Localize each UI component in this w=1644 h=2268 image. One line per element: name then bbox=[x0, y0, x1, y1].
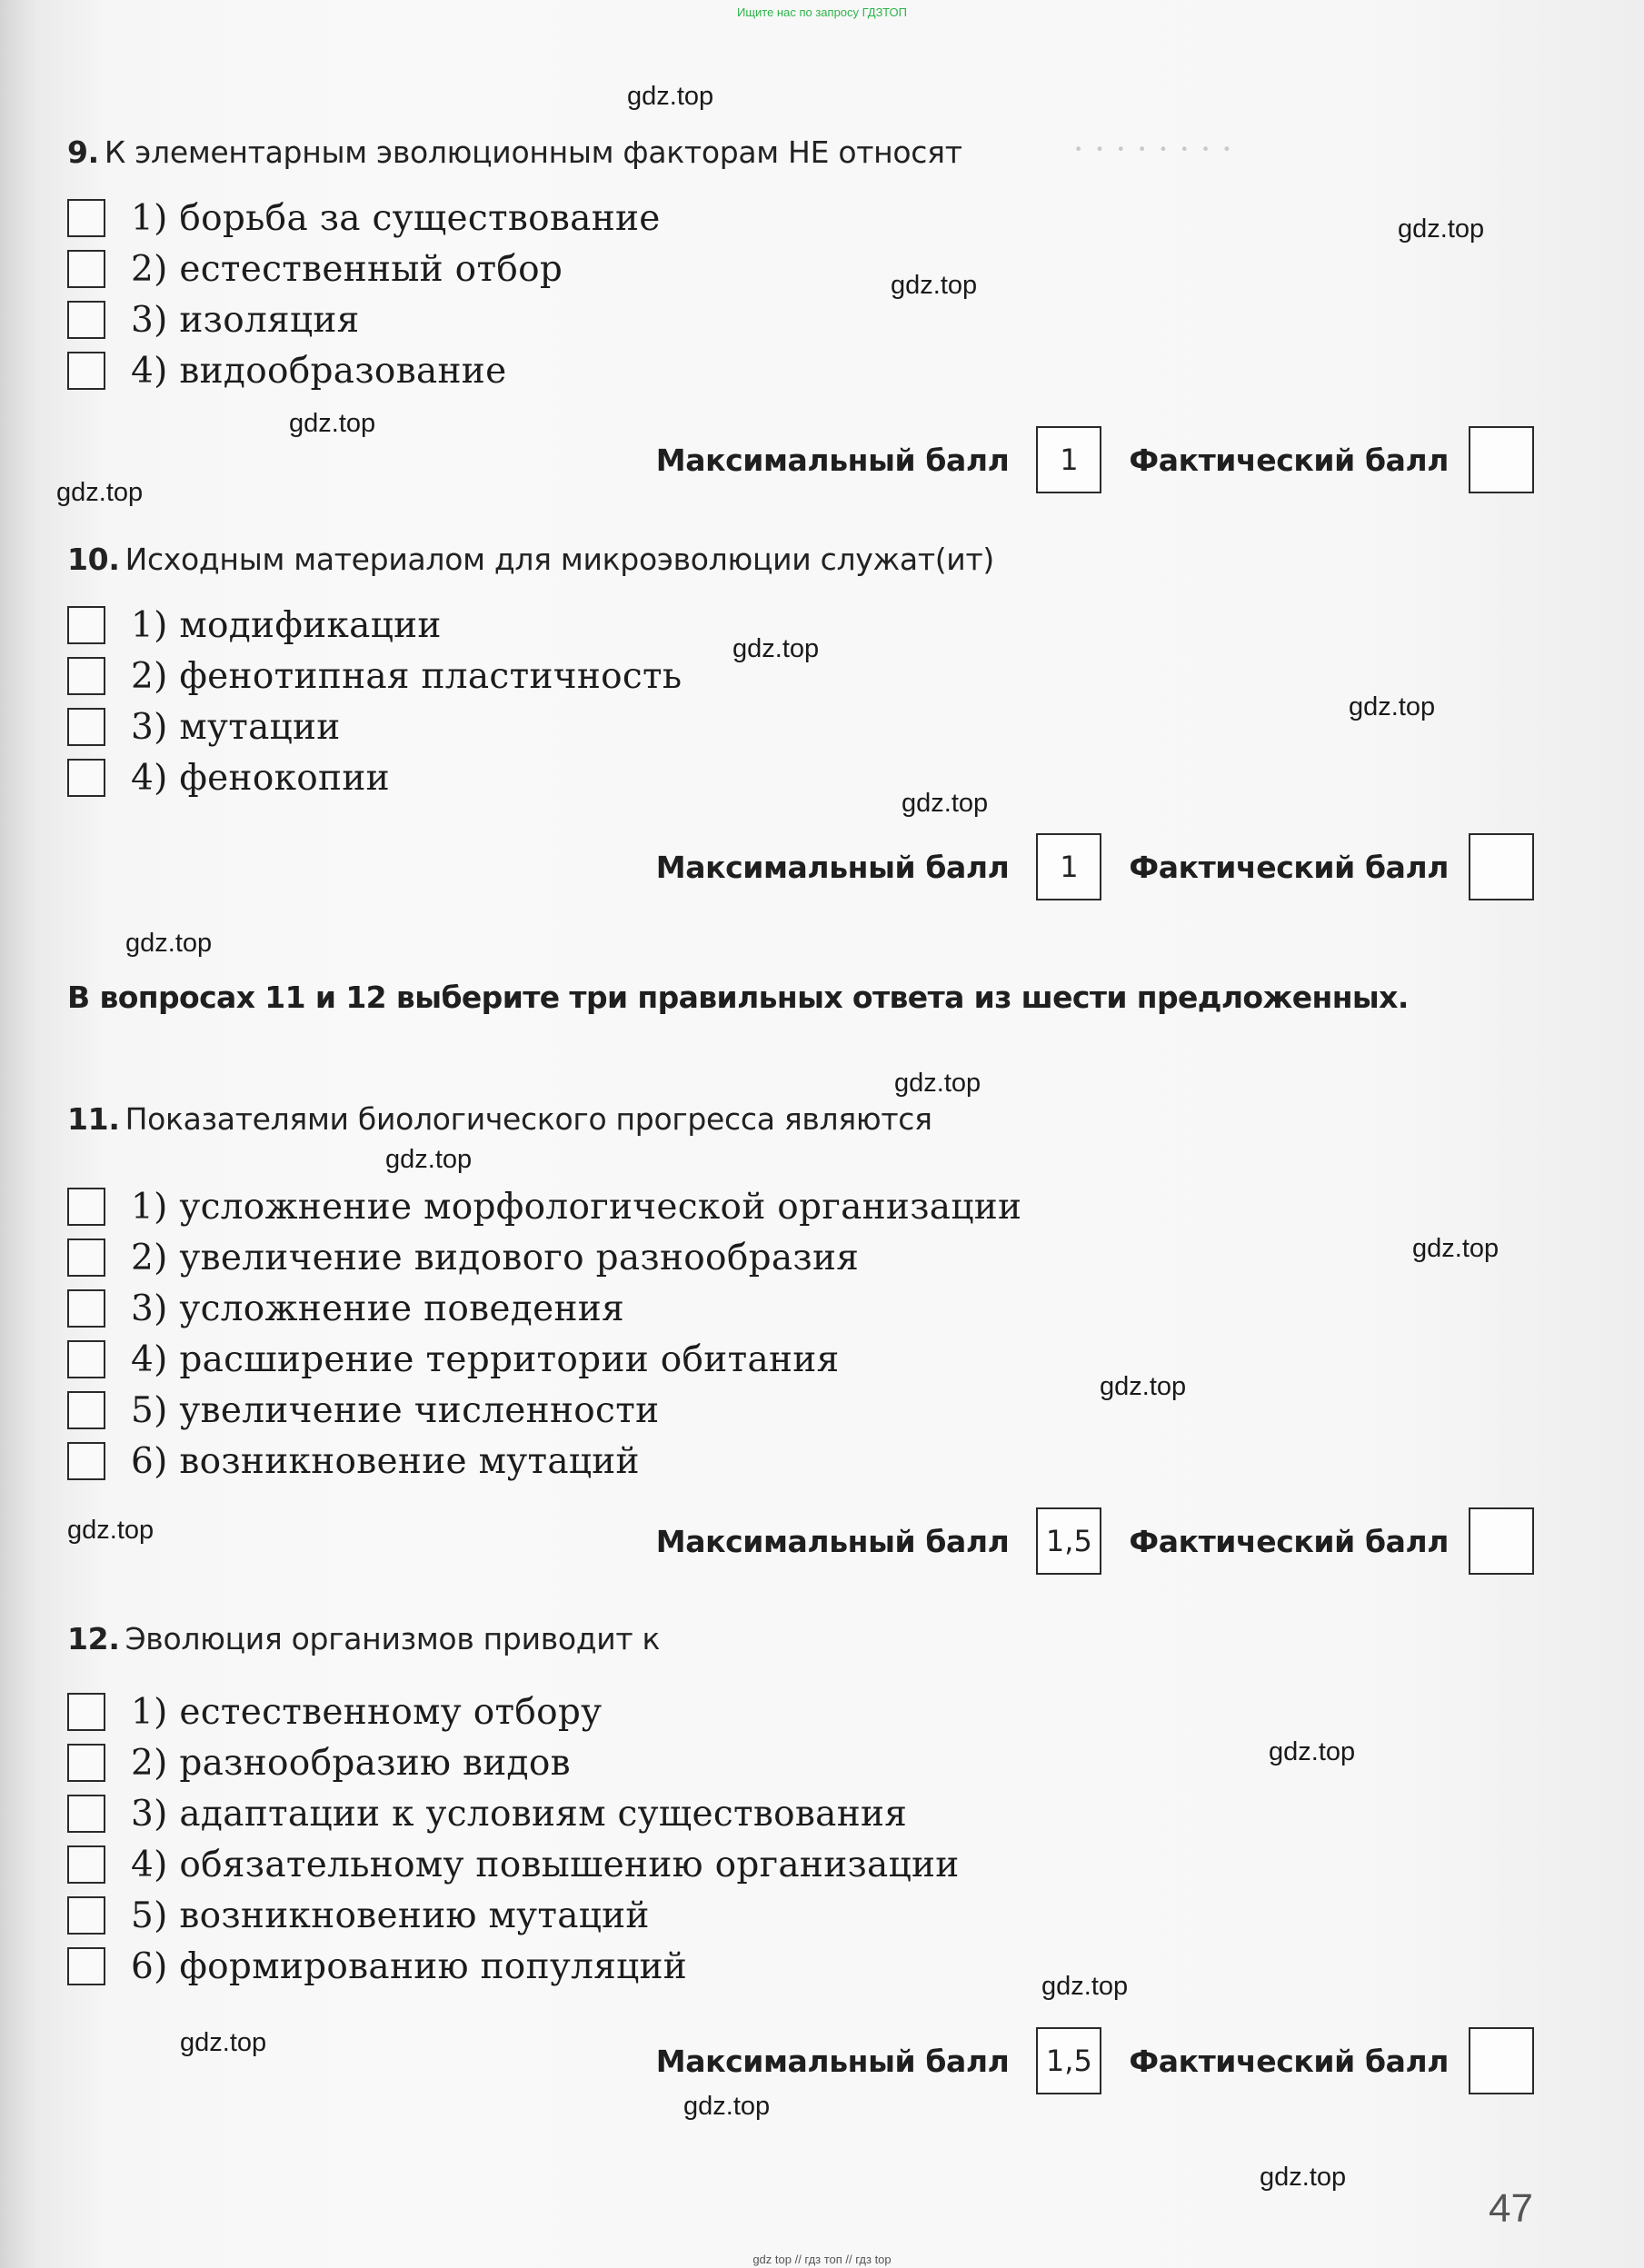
answer-checkbox[interactable] bbox=[67, 1693, 105, 1731]
answer-checkbox[interactable] bbox=[67, 1947, 105, 1985]
answer-option[interactable] bbox=[67, 1890, 1567, 1941]
option-label: 1) естественному отбору bbox=[131, 1691, 603, 1733]
answer-checkbox[interactable] bbox=[67, 250, 105, 288]
question-prompt: Исходным материалом для микроэволюции служат(ит) bbox=[125, 542, 994, 577]
max-score-box: 1 bbox=[1036, 426, 1101, 493]
max-score-box: 1,5 bbox=[1036, 1507, 1101, 1575]
option-label: 5) возникновению мутаций bbox=[131, 1895, 650, 1936]
answer-checkbox[interactable] bbox=[67, 199, 105, 237]
option-label: 3) адаптации к условиям существования bbox=[131, 1793, 908, 1835]
answer-checkbox[interactable] bbox=[67, 1896, 105, 1935]
actual-score-label: Фактический балл bbox=[1129, 2043, 1449, 2079]
answer-checkbox[interactable] bbox=[67, 657, 105, 695]
option-label: 2) увеличение видового разнообразия bbox=[131, 1237, 860, 1278]
question-10 bbox=[67, 538, 1567, 803]
question-prompt: Показателями биологического прогресса являются bbox=[125, 1101, 932, 1137]
page-number: 47 bbox=[1489, 2186, 1533, 2231]
answer-checkbox[interactable] bbox=[67, 1744, 105, 1782]
watermark: gdz.top bbox=[385, 1145, 473, 1174]
actual-score-input[interactable] bbox=[1469, 2027, 1534, 2094]
score-row-9 bbox=[656, 423, 1534, 496]
footer-note: gdz top // гдз топ // гдз top bbox=[752, 2253, 892, 2266]
watermark: gdz.top bbox=[627, 82, 714, 111]
watermark: gdz.top bbox=[891, 271, 978, 300]
answer-checkbox[interactable] bbox=[67, 352, 105, 390]
answer-option[interactable] bbox=[67, 1232, 1567, 1283]
option-label: 1) борьба за существование bbox=[131, 197, 661, 239]
answer-checkbox[interactable] bbox=[67, 708, 105, 746]
watermark: gdz.top bbox=[125, 929, 213, 958]
question-heading bbox=[67, 1617, 1567, 1661]
answer-checkbox[interactable] bbox=[67, 1238, 105, 1277]
answer-checkbox[interactable] bbox=[67, 1391, 105, 1429]
answer-checkbox[interactable] bbox=[67, 1442, 105, 1480]
max-score-box: 1,5 bbox=[1036, 2027, 1101, 2094]
question-number: 10. bbox=[67, 542, 120, 577]
answer-checkbox[interactable] bbox=[67, 1340, 105, 1378]
watermark: gdz.top bbox=[56, 478, 144, 507]
bleed-through: · · · · · · · · bbox=[1072, 128, 1233, 169]
answer-checkbox[interactable] bbox=[67, 301, 105, 339]
option-label: 2) естественный отбор bbox=[131, 248, 563, 290]
watermark: gdz.top bbox=[1041, 1972, 1129, 2001]
max-score-label: Максимальный балл bbox=[655, 849, 1010, 885]
answer-option[interactable] bbox=[67, 752, 1567, 803]
question-number: 9. bbox=[67, 134, 99, 170]
option-label: 3) изоляция bbox=[131, 299, 360, 341]
answer-option[interactable] bbox=[67, 244, 1567, 294]
instruction-text: В вопросах 11 и 12 выберите три правильных ответа из шести предложенных. bbox=[67, 980, 1409, 1015]
question-number: 11. bbox=[67, 1101, 120, 1137]
actual-score-input[interactable] bbox=[1469, 833, 1534, 900]
watermark: gdz.top bbox=[1349, 692, 1436, 721]
answer-option[interactable] bbox=[67, 345, 1567, 396]
answer-option[interactable] bbox=[67, 701, 1567, 752]
option-label: 1) модификации bbox=[131, 604, 442, 646]
question-9 bbox=[67, 131, 1567, 396]
option-label: 4) обязательному повышению организации bbox=[131, 1844, 960, 1885]
answer-option[interactable] bbox=[67, 1436, 1567, 1487]
watermark: gdz.top bbox=[1269, 1737, 1356, 1766]
watermark: gdz.top bbox=[1100, 1372, 1187, 1401]
actual-score-input[interactable] bbox=[1469, 426, 1534, 493]
watermark: gdz.top bbox=[683, 2092, 771, 2121]
header-note: Ищите нас по запросу ГДЗТОП bbox=[736, 5, 907, 19]
watermark: gdz.top bbox=[894, 1069, 981, 1098]
option-label: 4) фенокопии bbox=[131, 757, 390, 799]
watermark: gdz.top bbox=[732, 634, 820, 663]
question-heading bbox=[67, 1098, 1567, 1141]
question-prompt: Эволюция организмов приводит к bbox=[125, 1621, 661, 1656]
max-score-box: 1 bbox=[1036, 833, 1101, 900]
answer-checkbox[interactable] bbox=[67, 1795, 105, 1833]
watermark: gdz.top bbox=[67, 1516, 154, 1545]
option-label: 6) возникновение мутаций bbox=[131, 1440, 640, 1482]
watermark: gdz.top bbox=[1260, 2163, 1347, 2192]
watermark: gdz.top bbox=[289, 409, 376, 438]
question-number: 12. bbox=[67, 1621, 120, 1656]
watermark: gdz.top bbox=[1398, 214, 1485, 244]
actual-score-input[interactable] bbox=[1469, 1507, 1534, 1575]
option-label: 1) усложнение морфологической организации bbox=[131, 1186, 1022, 1228]
option-label: 4) видообразование bbox=[131, 350, 507, 392]
answer-option[interactable] bbox=[67, 1839, 1567, 1890]
option-label: 3) усложнение поведения bbox=[131, 1288, 624, 1329]
score-row-12 bbox=[656, 2024, 1534, 2097]
max-score-label: Максимальный балл bbox=[655, 442, 1010, 478]
option-label: 3) мутации bbox=[131, 706, 341, 748]
question-11 bbox=[67, 1098, 1567, 1487]
question-prompt: К элементарным эволюционным факторам НЕ относят bbox=[104, 134, 962, 170]
option-label: 2) разнообразию видов bbox=[131, 1742, 571, 1784]
question-12 bbox=[67, 1617, 1567, 1992]
answer-option[interactable] bbox=[67, 1385, 1567, 1436]
option-label: 6) формированию популяций bbox=[131, 1945, 688, 1987]
answer-option[interactable] bbox=[67, 1334, 1567, 1385]
actual-score-label: Фактический балл bbox=[1129, 849, 1449, 885]
answer-option[interactable] bbox=[67, 1941, 1567, 1992]
answer-checkbox[interactable] bbox=[67, 759, 105, 797]
answer-option[interactable] bbox=[67, 1788, 1567, 1839]
watermark: gdz.top bbox=[1412, 1234, 1500, 1263]
answer-option[interactable] bbox=[67, 294, 1567, 345]
option-label: 2) фенотипная пластичность bbox=[131, 655, 683, 697]
answer-checkbox[interactable] bbox=[67, 1188, 105, 1226]
answer-option[interactable] bbox=[67, 1686, 1567, 1737]
actual-score-label: Фактический балл bbox=[1129, 442, 1449, 478]
answer-checkbox[interactable] bbox=[67, 1845, 105, 1884]
score-row-11 bbox=[656, 1505, 1534, 1577]
answer-option[interactable] bbox=[67, 1181, 1567, 1232]
question-heading bbox=[67, 131, 1567, 174]
max-score-label: Максимальный балл bbox=[655, 2043, 1010, 2079]
question-heading bbox=[67, 538, 1567, 582]
option-label: 4) расширение территории обитания bbox=[131, 1338, 840, 1380]
actual-score-label: Фактический балл bbox=[1129, 1523, 1449, 1559]
watermark: gdz.top bbox=[180, 2028, 267, 2057]
answer-checkbox[interactable] bbox=[67, 606, 105, 644]
answer-option[interactable] bbox=[67, 193, 1567, 244]
option-label: 5) увеличение численности bbox=[131, 1389, 660, 1431]
watermark: gdz.top bbox=[902, 789, 989, 818]
answer-checkbox[interactable] bbox=[67, 1289, 105, 1328]
max-score-label: Максимальный балл bbox=[655, 1523, 1010, 1559]
score-row-10 bbox=[656, 831, 1534, 903]
answer-option[interactable] bbox=[67, 1283, 1567, 1334]
